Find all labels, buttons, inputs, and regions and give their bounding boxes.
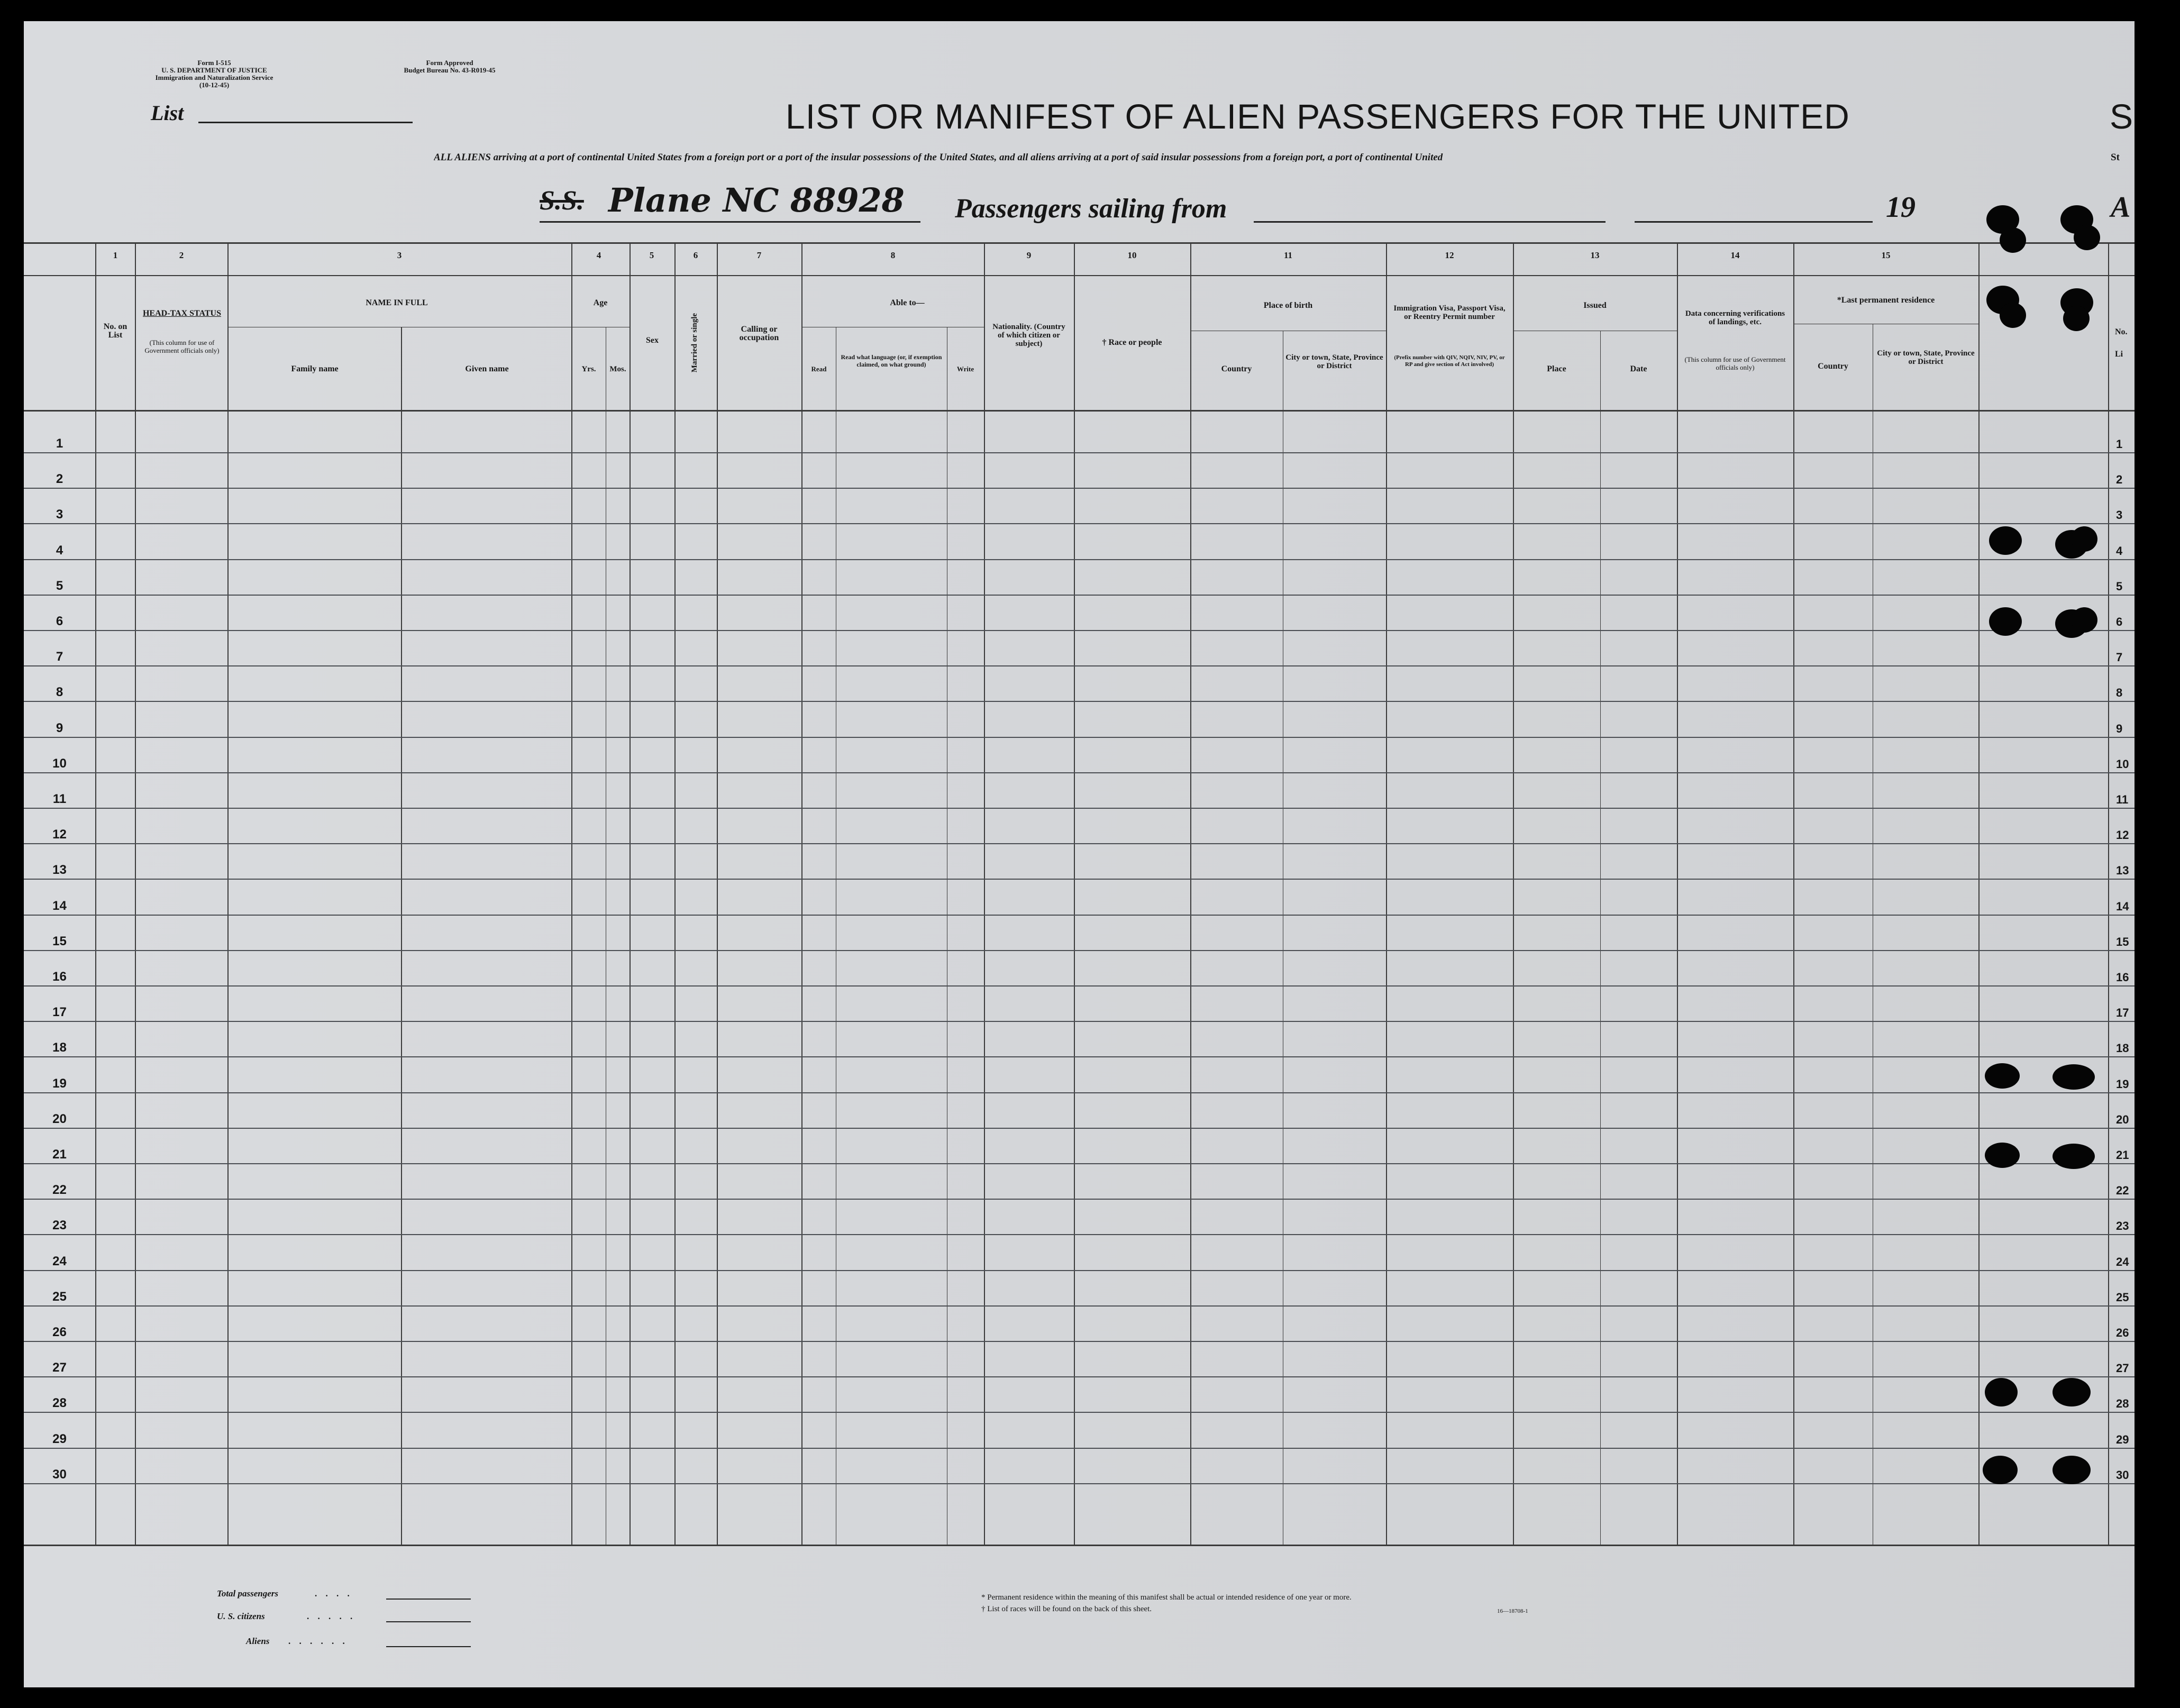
col-number-14: 14 [1730,250,1740,260]
row-number: 12 [52,827,67,842]
header-read: Read [811,365,827,373]
budget-number: Budget Bureau No. 43-R019-45 [404,66,496,74]
header-issued-place: Place [1547,364,1566,373]
row-number-right: 28 [2116,1397,2129,1411]
header-sex: Sex [646,336,659,345]
row-number: 8 [56,685,63,700]
header-age: Age [593,298,608,307]
row-number-right: 8 [2116,686,2123,700]
row-number-right: 2 [2116,473,2123,487]
row-number: 13 [52,863,67,878]
row-number: 22 [52,1183,67,1198]
sailing-port-line [1254,221,1606,223]
right-header-list: Li [2115,350,2123,359]
header-no-on-list: No. on List [103,322,127,340]
col-line [1600,331,1601,1545]
table-row [24,1341,2135,1342]
header-visa-note: (Prefix number with QIV, NQIV, NIV, PV, or RP and give section of Act involved) [1394,354,1505,368]
row-number: 1 [56,436,63,451]
table-row [24,1056,2135,1057]
table-row [24,1234,2135,1235]
col-number-12: 12 [1445,250,1454,260]
binder-hole [1989,607,2022,636]
header-married-single: Married or single [690,313,699,373]
col-number-1: 1 [113,250,118,260]
header-visa-number: Immigration Visa, Passport Visa, or Reentry Permit number [1393,304,1506,321]
col-line [630,242,631,1545]
year-prefix: 19 [1886,191,1916,224]
header-race-people: † Race or people [1102,338,1162,347]
header-read-language: Read what language (or, if exemption claimed, on what ground) [841,353,942,368]
header-age-years: Yrs. [581,365,596,373]
header-head-tax: HEAD-TAX STATUS [142,309,222,318]
binder-hole [2071,607,2097,633]
table-row [24,879,2135,880]
row-number: 10 [52,756,67,771]
row-number-right: 11 [2116,793,2129,806]
page-edge [2135,0,2180,1708]
col-number-2: 2 [179,250,184,260]
vessel-name-handwritten: Plane NC 88928 [608,181,905,220]
row-number: 26 [52,1325,67,1339]
header-verification-note: (This column for use of Government officials only) [1684,355,1786,371]
table-row [24,950,2135,951]
form-edition: (10-12-45) [199,81,230,89]
row-number: 20 [52,1111,67,1126]
row-number: 21 [52,1147,67,1162]
department-name: U. S. DEPARTMENT OF JUSTICE [161,66,267,74]
column-number-divider [24,275,2135,276]
table-row [24,1270,2135,1271]
totals-total-line [386,1599,471,1600]
row-number: 24 [52,1254,67,1268]
row-number-right: 29 [2116,1432,2129,1446]
binder-hole [2063,306,2090,331]
table-row [24,1483,2135,1484]
totals-dots: . . . . . . [288,1636,348,1646]
header-last-residence: *Last permanent residence [1837,296,1935,305]
page-title: LIST OR MANIFEST OF ALIEN PASSENGERS FOR THE UNITED [786,97,1850,136]
print-code: 16—18708-1 [1497,1608,1528,1614]
header-calling-occupation: Calling or occupation [739,325,779,342]
row-number-right: 12 [2116,828,2129,842]
header-name-in-full: NAME IN FULL [366,298,428,307]
totals-aliens-label: Aliens [246,1636,270,1646]
binder-hole [2000,303,2026,328]
title-cut-letter: S [2110,97,2133,136]
header-birth-country: Country [1221,364,1252,373]
table-row [24,665,2135,666]
row-number-right: 27 [2116,1362,2129,1375]
totals-citizens-label: U. S. citizens [217,1611,265,1621]
col-line [401,327,402,1545]
footnote-races: † List of races will be found on the back of this sheet. [981,1605,1152,1613]
row-number-right: 7 [2116,651,2123,664]
row-number-right: 5 [2116,579,2123,593]
col-number-15: 15 [1881,250,1891,260]
col-line [801,242,802,1545]
form-id-block [132,59,296,89]
header-issued: Issued [1583,301,1607,310]
row-number-right: 24 [2116,1255,2129,1268]
row-number-right: 20 [2116,1112,2129,1126]
col-line [1793,242,1794,1545]
col-number-8: 8 [890,250,896,260]
row-number: 19 [52,1076,67,1091]
header-issued-date: Date [1630,364,1647,373]
row-number-right: 30 [2116,1468,2129,1482]
table-row [24,701,2135,702]
binder-hole [1985,1378,2018,1406]
row-number-right: 6 [2116,615,2123,628]
table-row [24,559,2135,560]
row-number: 27 [52,1360,67,1375]
row-number-right: 15 [2116,935,2129,948]
row-number: 15 [52,934,67,948]
binder-hole [2053,1378,2091,1406]
approval-line: Form Approved [426,59,473,67]
row-number: 17 [52,1005,67,1020]
col-number-13: 13 [1590,250,1600,260]
table-row [24,488,2135,489]
table-row [24,808,2135,809]
header-bottom-border [24,410,2135,412]
header-residence-country: Country [1818,362,1848,371]
col-line [1074,242,1075,1545]
table-row [24,843,2135,844]
approval-block [370,59,529,74]
table-row [24,452,2135,453]
header-age-months: Mos. [609,365,626,373]
row-number: 30 [52,1467,67,1482]
row-number: 11 [52,792,67,806]
row-number: 6 [56,614,63,628]
col-line [717,242,718,1545]
cut-letter: A [2111,191,2131,224]
row-number: 29 [52,1431,67,1446]
col-number-5: 5 [649,250,654,260]
col-line [984,242,985,1545]
table-row [24,1163,2135,1164]
col-line [1190,242,1191,1545]
row-number: 4 [56,543,63,558]
header-place-of-birth: Place of birth [1263,301,1313,310]
totals-aliens-line [386,1646,471,1647]
totals-dots: . . . . . [307,1611,356,1621]
row-number-right: 16 [2116,971,2129,984]
row-number: 18 [52,1040,67,1055]
sailing-date-line [1635,221,1873,223]
col-number-10: 10 [1127,250,1137,260]
table-row [24,595,2135,596]
row-number: 14 [52,898,67,913]
row-number: 3 [56,507,63,522]
col-line [1677,242,1678,1545]
row-number-right: 4 [2116,544,2123,558]
table-row [24,630,2135,631]
table-row [24,1128,2135,1129]
row-number-right: 14 [2116,899,2129,913]
subtitle: ALL ALIENS arriving at a port of continental United States from a foreign port or a port of the insular possessions of the United States, and all aliens arriving at a port of said insular possessions from a foreign port, a port of continental United [434,153,1443,162]
table-row [24,1021,2135,1022]
table-row [24,915,2135,916]
binder-hole [2074,225,2100,250]
row-number: 7 [56,650,63,664]
header-nationality: Nationality. (Country of which citizen or subject) [992,323,1065,348]
table-row [24,1448,2135,1449]
row-number-right: 23 [2116,1219,2129,1233]
totals-dots: . . . . [315,1588,353,1599]
col-line [1978,242,1980,1545]
row-number-right: 1 [2116,437,2123,451]
right-header-no: No. [2115,327,2128,336]
col-line [135,242,136,1545]
header-able-to: Able to— [890,298,925,307]
row-number-right: 22 [2116,1184,2129,1198]
col-line [2108,242,2109,1545]
header-birth-city: City or town, State, Province or District [1285,353,1383,370]
row-number: 2 [56,472,63,487]
form-number: Form I-515 [197,59,231,67]
vessel-prefix: S.S. [540,186,584,216]
row-number-right: 19 [2116,1077,2129,1091]
row-number: 16 [52,970,67,984]
row-number-right: 9 [2116,721,2123,735]
binder-hole [2053,1456,2091,1484]
row-number: 28 [52,1396,67,1411]
header-given-name: Given name [465,364,509,373]
binder-hole [2053,1144,2095,1169]
col-number-4: 4 [596,250,601,260]
row-number: 5 [56,578,63,593]
table-row [24,737,2135,738]
row-number-right: 21 [2116,1148,2129,1162]
table-row [24,772,2135,773]
col-line [1386,242,1387,1545]
row-number: 23 [52,1218,67,1233]
header-write: Write [956,365,974,373]
totals-citizens-line [386,1621,471,1622]
col-line [571,242,572,1545]
table-row [24,1412,2135,1413]
binder-hole [1983,1456,2018,1484]
footnote-permanent-residence: * Permanent residence within the meaning of this manifest shall be actual or intended residence of one year or more. [981,1593,1352,1602]
header-verification-data: Data concerning verifications of landings, etc. [1685,309,1785,326]
col-line [674,242,676,1545]
binder-hole [1985,1143,2020,1168]
col-line [227,242,229,1545]
table-row [24,985,2135,987]
col-number-9: 9 [1026,250,1032,260]
table-row [24,523,2135,524]
row-number: 9 [56,720,63,735]
row-number-right: 17 [2116,1006,2129,1020]
manifest-sheet [24,21,2148,1687]
row-number-right: 25 [2116,1290,2129,1304]
binder-hole [1989,526,2022,555]
col-number-7: 7 [756,250,762,260]
row-number: 25 [52,1289,67,1304]
binder-hole [2053,1064,2095,1090]
service-name: Immigration and Naturalization Service [155,74,273,81]
col-number-3: 3 [397,250,402,260]
table-row [24,1092,2135,1093]
col-number-11: 11 [1283,250,1293,260]
subtitle-cut: St [2111,152,2120,163]
header-family-name: Family name [291,364,339,373]
vessel-line [540,221,920,223]
table-row [24,1376,2135,1377]
row-number-right: 3 [2116,508,2123,522]
row-number-right: 13 [2116,864,2129,878]
table-row [24,1199,2135,1200]
header-head-tax-note: (This column for use of Government officials only) [144,339,220,354]
table-row [24,1305,2135,1307]
table-bottom-border [24,1545,2135,1546]
list-label: List [151,101,184,125]
row-number-right: 10 [2116,757,2129,771]
binder-hole [2000,227,2026,253]
table-top-border [24,242,2135,244]
col-number-6: 6 [693,250,698,260]
sailing-label: Passengers sailing from [955,194,1227,224]
binder-hole [2071,526,2097,552]
binder-hole [1985,1063,2020,1089]
list-number-line [198,122,413,123]
col-line [1513,242,1514,1545]
row-number-right: 26 [2116,1326,2129,1339]
col-line [95,242,96,1545]
header-residence-city: City or town, State, Province or District [1877,349,1975,366]
totals-total-label: Total passengers [217,1588,279,1599]
row-number-right: 18 [2116,1042,2129,1055]
